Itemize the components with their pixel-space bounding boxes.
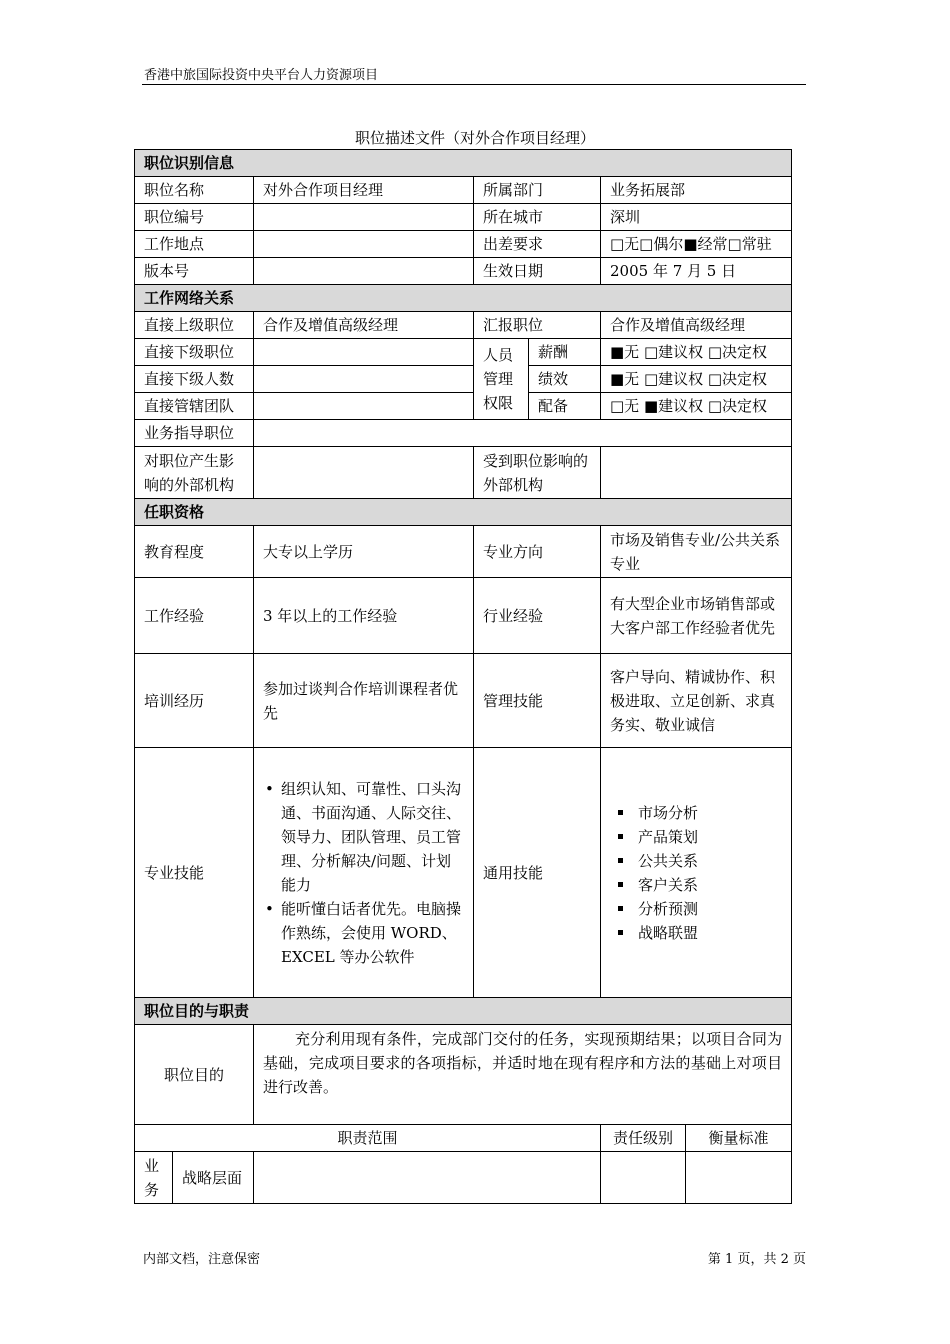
effective-date-value: 2005 年 7 月 5 日 [601, 258, 792, 285]
version-label: 版本号 [135, 258, 254, 285]
list-item: 分析预测 [638, 897, 782, 921]
position-code-value [254, 204, 474, 231]
document-title: 职位描述文件（对外合作项目经理） [354, 129, 595, 147]
list-item: 产品策划 [638, 825, 782, 849]
authority-label-line-2: 管理 [483, 370, 514, 388]
list-item: • 能听懂白话者优先。电脑操作熟练，会使用 WORD、EXCEL 等办公软件 [281, 897, 464, 969]
general-skills-label: 通用技能 [474, 748, 601, 998]
external-affecting-value [254, 447, 474, 499]
city-label: 所在城市 [474, 204, 601, 231]
experience-value: 3 年以上的工作经验 [254, 578, 474, 654]
job-description-table [134, 149, 792, 1204]
management-skills-value: 客户导向、精诚协作、积极进取、立足创新、求真务实、敬业诚信 [601, 654, 792, 748]
professional-skills-value [254, 748, 474, 998]
report-value: 合作及增值高级经理 [601, 312, 792, 339]
section-purpose: 职位目的与职责 [135, 998, 792, 1025]
city-value: 深圳 [601, 204, 792, 231]
experience-label: 工作经验 [135, 578, 254, 654]
work-location-label: 工作地点 [135, 231, 254, 258]
section-network: 工作网络关系 [135, 285, 792, 312]
staffing-label: 配备 [529, 393, 601, 420]
page-header: 香港中旅国际投资中央平台人力资源项目 [144, 68, 379, 83]
section-qualification: 任职资格 [135, 499, 792, 526]
list-item: 公共关系 [638, 849, 782, 873]
industry-experience-label: 行业经验 [474, 578, 601, 654]
superior-value: 合作及增值高级经理 [254, 312, 474, 339]
purpose-text: 充分利用现有条件，完成部门交付的任务，实现预期结果；以项目合同为基础，完成项目要求的各项指标，并适时地在现有程序和方法的基础上对项目进行改善。 [254, 1025, 792, 1125]
footer-page-number: 第 1 页，共 2 页 [707, 1252, 806, 1267]
guidance-label: 业务指导职位 [135, 420, 254, 447]
version-value [254, 258, 474, 285]
list-item: • 组织认知、可靠性、口头沟通、书面沟通、人际交往、领导力、团队管理、员工管理、分析解决/问题、计划能力 [281, 777, 464, 897]
purpose-label: 职位目的 [135, 1025, 254, 1125]
list-item: 客户关系 [638, 873, 782, 897]
salary-label: 薪酬 [529, 339, 601, 366]
duty-category: 业务 [135, 1152, 173, 1204]
measurement-header: 衡量标准 [686, 1125, 792, 1152]
performance-authority: ■无 □建议权 □决定权 [601, 366, 792, 393]
industry-experience-value: 有大型企业市场销售部或大客户部工作经验者优先 [601, 578, 792, 654]
travel-label: 出差要求 [474, 231, 601, 258]
professional-skills-label: 专业技能 [135, 748, 254, 998]
subordinate-label: 直接下级职位 [135, 339, 254, 366]
general-skills-list [610, 801, 782, 945]
training-value: 参加过谈判合作培训课程者优先 [254, 654, 474, 748]
position-name-label: 职位名称 [135, 177, 254, 204]
list-item: 战略联盟 [638, 921, 782, 945]
work-location-value [254, 231, 474, 258]
responsibility-level-header: 责任级别 [601, 1125, 686, 1152]
general-skills-value [601, 748, 792, 998]
department-value: 业务拓展部 [601, 177, 792, 204]
authority-label-line-1: 人员 [483, 346, 514, 364]
duty-subcategory: 战略层面 [173, 1152, 254, 1204]
external-affecting-label: 对职位产生影响的外部机构 [135, 447, 254, 499]
duty-content [254, 1152, 601, 1204]
performance-label: 绩效 [529, 366, 601, 393]
professional-skills-list [263, 777, 464, 969]
position-code-label: 职位编号 [135, 204, 254, 231]
duty-scope-header: 职责范围 [135, 1125, 601, 1152]
major-value: 市场及销售专业/公共关系专业 [601, 526, 792, 578]
education-label: 教育程度 [135, 526, 254, 578]
position-name-value: 对外合作项目经理 [254, 177, 474, 204]
duty-level [601, 1152, 686, 1204]
team-value [254, 393, 474, 420]
report-label: 汇报职位 [474, 312, 601, 339]
authority-label-line-3: 权限 [483, 394, 514, 412]
management-skills-label: 管理技能 [474, 654, 601, 748]
external-affected-value [601, 447, 792, 499]
section-identity: 职位识别信息 [135, 150, 792, 177]
subordinate-count-value [254, 366, 474, 393]
list-item: 市场分析 [638, 801, 782, 825]
authority-label [474, 339, 529, 420]
department-label: 所属部门 [474, 177, 601, 204]
guidance-value [254, 420, 792, 447]
subordinate-count-label: 直接下级人数 [135, 366, 254, 393]
salary-authority: ■无 □建议权 □决定权 [601, 339, 792, 366]
duty-measure [686, 1152, 792, 1204]
staffing-authority: □无 ■建议权 □决定权 [601, 393, 792, 420]
education-value: 大专以上学历 [254, 526, 474, 578]
superior-label: 直接上级职位 [135, 312, 254, 339]
major-label: 专业方向 [474, 526, 601, 578]
team-label: 直接管辖团队 [135, 393, 254, 420]
footer-confidential: 内部文档，注意保密 [143, 1252, 261, 1267]
travel-value: □无□偶尔■经常□常驻 [601, 231, 792, 258]
header-divider [142, 84, 806, 85]
effective-date-label: 生效日期 [474, 258, 601, 285]
training-label: 培训经历 [135, 654, 254, 748]
external-affected-label: 受到职位影响的外部机构 [474, 447, 601, 499]
subordinate-value [254, 339, 474, 366]
